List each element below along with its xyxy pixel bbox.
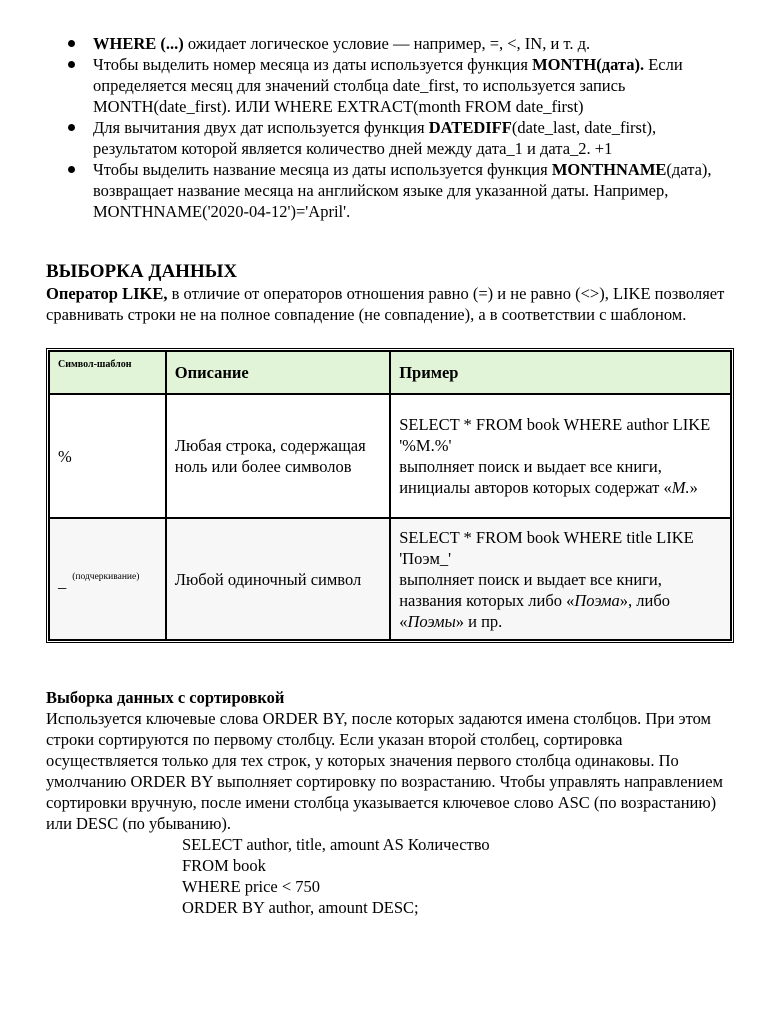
cell-symbol: _ $^{(подчеркивание)}$ — [49, 518, 166, 640]
header-description: Описание — [166, 351, 390, 394]
code-line: WHERE price < 750 — [182, 877, 321, 896]
bullet-dot-icon — [68, 166, 75, 173]
cell-example — [390, 518, 731, 640]
bullet-datediff: Для вычитания двух дат используется функция DATEDIFF(date_last, date_first), результатом которой является количество дней между дата_1 и дата_2. +1 — [93, 117, 736, 159]
functions-bullet-list — [46, 33, 736, 222]
bullet-where: WHERE (...) ожидает логическое условие — например, =, <, IN, и т. д. — [93, 33, 736, 54]
bullet-monthname: Чтобы выделить название месяца из даты используется функция MONTHNAME(дата), возвращает название месяца на английском языке для указанной даты. Например, MONTHNAME('2020-04-12')='April'. — [93, 159, 736, 222]
header-example: Пример — [390, 351, 731, 394]
like-patterns-table — [46, 348, 734, 643]
bullet-month: Чтобы выделить номер месяца из даты используется функция MONTH(дата). Если определяется месяц для значений столбца date_first, то используется запись MONTH(date_first). ИЛИ WHERE EXTRACT(month FROM date_first) — [93, 54, 736, 117]
cell-description: Любая строка, содержащая ноль или более символов — [166, 394, 390, 518]
document-page — [46, 33, 736, 918]
bullet-dot-icon — [68, 40, 75, 47]
section-title: ВЫБОРКА ДАННЫХ — [46, 261, 238, 282]
header-symbol: Символ-шаблон — [49, 351, 166, 394]
example-explanation: выполняет поиск и выдает все книги, названия которых либо «Поэма», либо «Поэмы» и пр. — [399, 569, 670, 631]
bullet-dot-icon — [68, 124, 75, 131]
example-query: SELECT * FROM book WHERE title LIKE 'Поэм_' — [399, 527, 694, 568]
like-intro-paragraph: Оператор LIKE, в отличие от операторов отношения равно (=) и не равно (<>), LIKE позволяет сравнивать строки не на полное совпадение (не совпадение), а в соответствии с шаблоном. — [46, 284, 725, 324]
cell-symbol: % — [49, 394, 166, 518]
table-row — [49, 518, 731, 640]
code-line: ORDER BY author, amount DESC; — [182, 898, 419, 917]
cell-description: Любой одиночный символ — [166, 518, 390, 640]
code-line: FROM book — [182, 856, 266, 875]
bullet-dot-icon — [68, 61, 75, 68]
sorting-title: Выборка данных с сортировкой — [46, 688, 285, 707]
sorting-section — [46, 687, 736, 918]
sql-code-block — [182, 834, 736, 918]
table-header-row — [49, 351, 731, 394]
code-line: SELECT author, title, amount AS Количество — [182, 835, 490, 854]
sorting-paragraph: Используется ключевые слова ORDER BY, после которых задаются имена столбцов. При этом строки сортируются по первому столбцу. Если указан второй столбец, сортировка осуществляется только для тех строк, у которых значения первого столбца одинаковы. По умолчанию ORDER BY выполняет сортировку по возрастанию. Чтобы управлять направлением сортировки вручную, после имени столбца указывается ключевое слово ASC (по возрастанию) или DESC (по убыванию). — [46, 709, 723, 833]
table-row — [49, 394, 731, 518]
example-explanation: выполняет поиск и выдает все книги, инициалы авторов которых содержат «М.» — [399, 457, 698, 497]
symbol-note: (подчеркивание) — [72, 571, 140, 582]
cell-example — [390, 394, 731, 518]
example-query: SELECT * FROM book WHERE author LIKE '%М.%' — [399, 415, 711, 455]
